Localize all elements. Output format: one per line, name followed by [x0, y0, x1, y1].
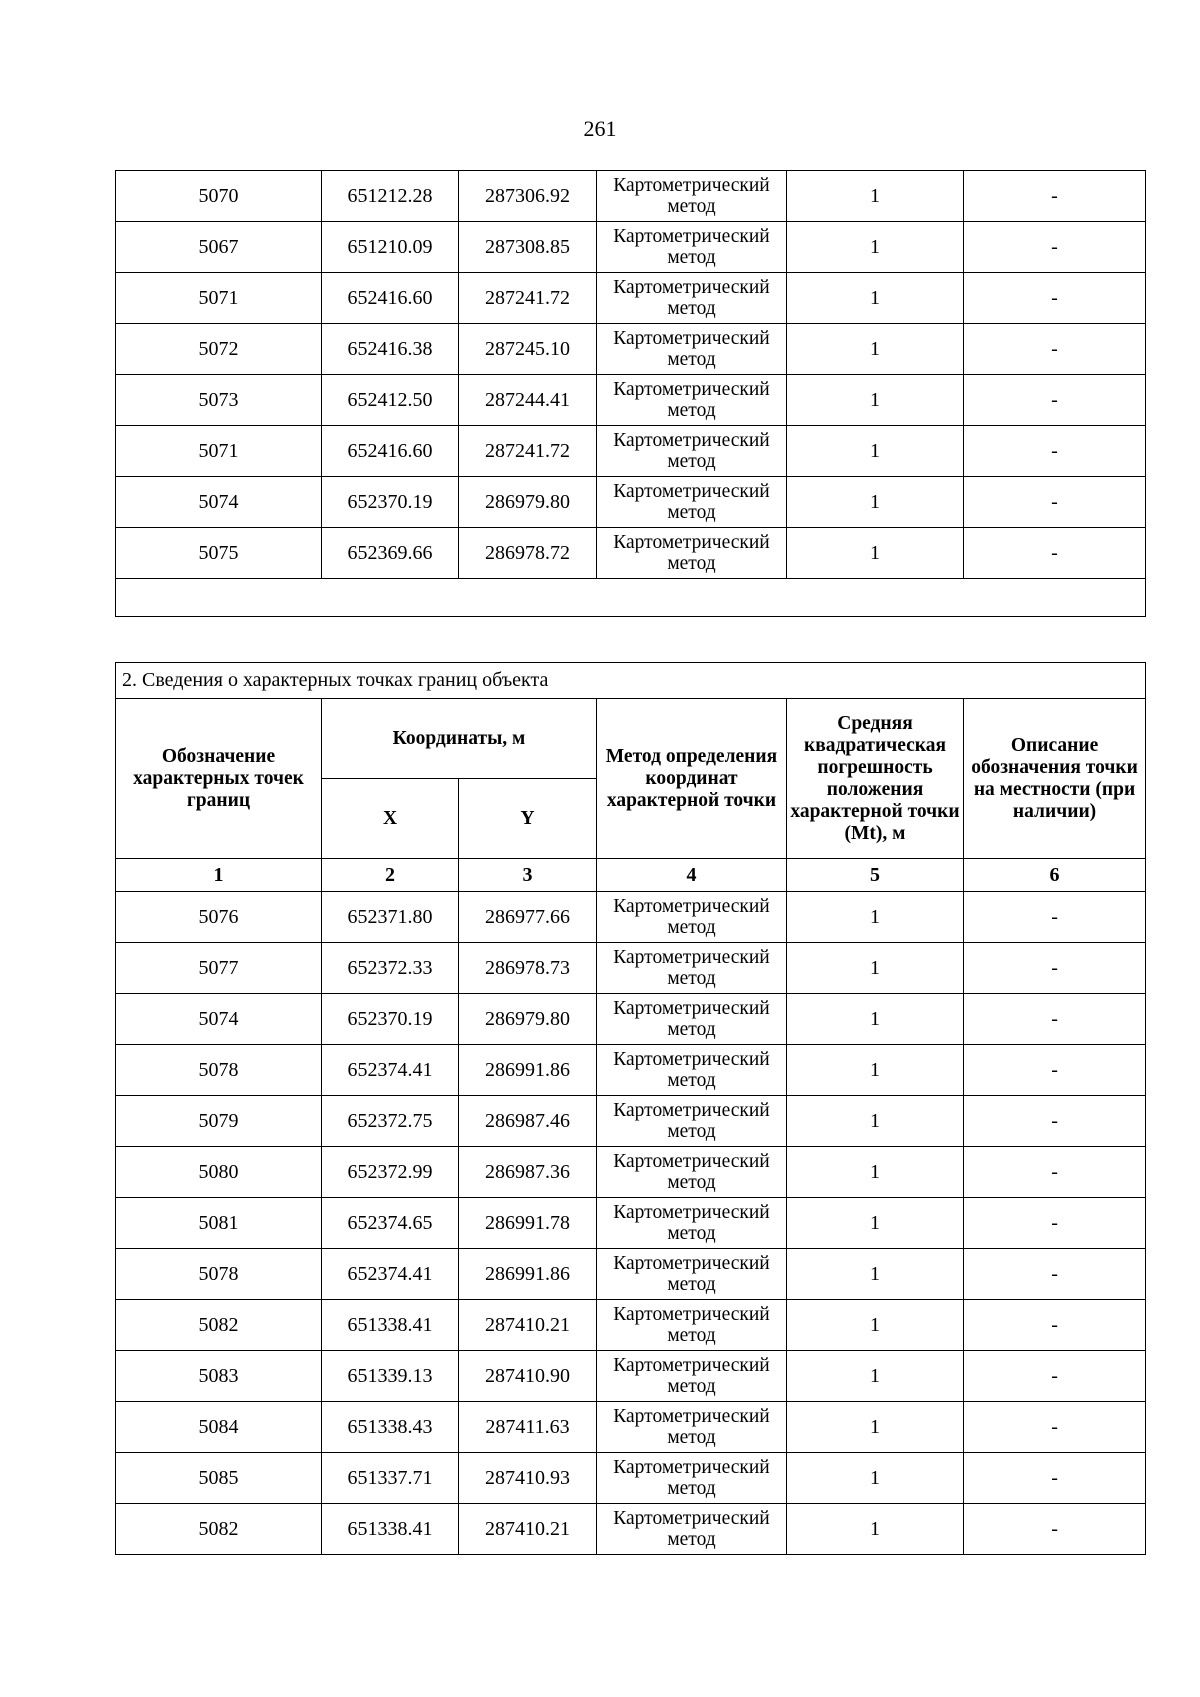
accuracy-cell: 1: [787, 1402, 964, 1453]
x-coordinate-cell: 652371.80: [322, 892, 459, 943]
method-cell: Картометрический метод: [597, 1147, 787, 1198]
table-row: [116, 273, 1146, 324]
method-cell: Картометрический метод: [597, 1045, 787, 1096]
header-y: Y: [459, 779, 597, 859]
y-coordinate-cell: 286977.66: [459, 892, 597, 943]
method-cell: Картометрический метод: [597, 1300, 787, 1351]
table-row: [116, 1504, 1146, 1555]
description-cell: -: [964, 1351, 1146, 1402]
accuracy-cell: 1: [787, 375, 964, 426]
x-coordinate-cell: 652370.19: [322, 477, 459, 528]
x-coordinate-cell: 652370.19: [322, 994, 459, 1045]
y-coordinate-cell: 287241.72: [459, 426, 597, 477]
x-coordinate-cell: 651338.41: [322, 1300, 459, 1351]
description-cell: -: [964, 375, 1146, 426]
accuracy-cell: 1: [787, 994, 964, 1045]
description-cell: -: [964, 1300, 1146, 1351]
y-coordinate-cell: 287410.90: [459, 1351, 597, 1402]
x-coordinate-cell: 652372.33: [322, 943, 459, 994]
accuracy-cell: 1: [787, 1096, 964, 1147]
method-cell: Картометрический метод: [597, 1249, 787, 1300]
x-coordinate-cell: 651212.28: [322, 171, 459, 222]
x-coordinate-cell: 651338.43: [322, 1402, 459, 1453]
method-cell: Картометрический метод: [597, 324, 787, 375]
table-title-row: [116, 663, 1146, 699]
table-row: [116, 1198, 1146, 1249]
point-cell: 5071: [116, 273, 322, 324]
point-cell: 5081: [116, 1198, 322, 1249]
x-coordinate-cell: 652372.99: [322, 1147, 459, 1198]
x-coordinate-cell: 652412.50: [322, 375, 459, 426]
point-cell: 5072: [116, 324, 322, 375]
table-row: [116, 1096, 1146, 1147]
point-cell: 5083: [116, 1351, 322, 1402]
x-coordinate-cell: 652369.66: [322, 528, 459, 579]
column-number: 4: [597, 859, 787, 892]
x-coordinate-cell: 652416.60: [322, 273, 459, 324]
description-cell: -: [964, 1249, 1146, 1300]
description-cell: -: [964, 171, 1146, 222]
accuracy-cell: 1: [787, 273, 964, 324]
accuracy-cell: 1: [787, 1351, 964, 1402]
description-cell: -: [964, 943, 1146, 994]
column-number: 3: [459, 859, 597, 892]
method-cell: Картометрический метод: [597, 892, 787, 943]
header-desc: Описание обозначения точки на местности (при наличии): [964, 699, 1146, 859]
table-row: [116, 1453, 1146, 1504]
accuracy-cell: 1: [787, 1198, 964, 1249]
x-coordinate-cell: 651337.71: [322, 1453, 459, 1504]
point-cell: 5074: [116, 994, 322, 1045]
table-row: [116, 171, 1146, 222]
point-cell: 5073: [116, 375, 322, 426]
y-coordinate-cell: 287306.92: [459, 171, 597, 222]
y-coordinate-cell: 286991.78: [459, 1198, 597, 1249]
table-row: [116, 1249, 1146, 1300]
coordinates-table-continued: [115, 170, 1146, 617]
table-row: [116, 994, 1146, 1045]
description-cell: -: [964, 426, 1146, 477]
point-cell: 5077: [116, 943, 322, 994]
point-cell: 5082: [116, 1300, 322, 1351]
coordinates-table-continued-body: [116, 171, 1146, 579]
header-point: Обозначение характерных точек границ: [116, 699, 322, 859]
accuracy-cell: 1: [787, 1453, 964, 1504]
method-cell: Картометрический метод: [597, 994, 787, 1045]
point-cell: 5084: [116, 1402, 322, 1453]
accuracy-cell: 1: [787, 943, 964, 994]
method-cell: Картометрический метод: [597, 375, 787, 426]
y-coordinate-cell: 286987.36: [459, 1147, 597, 1198]
point-cell: 5070: [116, 171, 322, 222]
header-mt: Средняя квадратическая погрешность положения характерной точки (Mt), м: [787, 699, 964, 859]
description-cell: -: [964, 1045, 1146, 1096]
accuracy-cell: 1: [787, 892, 964, 943]
table-row: [116, 1300, 1146, 1351]
description-cell: -: [964, 1453, 1146, 1504]
y-coordinate-cell: 286978.73: [459, 943, 597, 994]
table-title: 2. Сведения о характерных точках границ объекта: [116, 663, 1146, 699]
method-cell: Картометрический метод: [597, 1198, 787, 1249]
y-coordinate-cell: 286991.86: [459, 1249, 597, 1300]
table-row: [116, 222, 1146, 273]
y-coordinate-cell: 287410.21: [459, 1300, 597, 1351]
boundary-points-table-body: [116, 892, 1146, 1555]
method-cell: Картометрический метод: [597, 1096, 787, 1147]
header-x: X: [322, 779, 459, 859]
description-cell: -: [964, 892, 1146, 943]
x-coordinate-cell: 651339.13: [322, 1351, 459, 1402]
y-coordinate-cell: 286991.86: [459, 1045, 597, 1096]
accuracy-cell: 1: [787, 477, 964, 528]
boundary-points-table: [115, 662, 1146, 1555]
table-row: [116, 1045, 1146, 1096]
description-cell: -: [964, 1147, 1146, 1198]
method-cell: Картометрический метод: [597, 426, 787, 477]
description-cell: -: [964, 1096, 1146, 1147]
x-coordinate-cell: 651338.41: [322, 1504, 459, 1555]
column-number: 2: [322, 859, 459, 892]
description-cell: -: [964, 1198, 1146, 1249]
description-cell: -: [964, 273, 1146, 324]
table-row: [116, 943, 1146, 994]
point-cell: 5071: [116, 426, 322, 477]
accuracy-cell: 1: [787, 324, 964, 375]
method-cell: Картометрический метод: [597, 528, 787, 579]
y-coordinate-cell: 287410.93: [459, 1453, 597, 1504]
point-cell: 5076: [116, 892, 322, 943]
y-coordinate-cell: 287245.10: [459, 324, 597, 375]
point-cell: 5078: [116, 1249, 322, 1300]
method-cell: Картометрический метод: [597, 222, 787, 273]
x-coordinate-cell: 652372.75: [322, 1096, 459, 1147]
method-cell: Картометрический метод: [597, 273, 787, 324]
point-cell: 5085: [116, 1453, 322, 1504]
accuracy-cell: 1: [787, 1147, 964, 1198]
column-number-row: [116, 859, 1146, 892]
x-coordinate-cell: 652374.41: [322, 1045, 459, 1096]
accuracy-cell: 1: [787, 1504, 964, 1555]
column-number: 5: [787, 859, 964, 892]
description-cell: -: [964, 1504, 1146, 1555]
description-cell: -: [964, 324, 1146, 375]
header-method: Метод определения координат характерной точки: [597, 699, 787, 859]
accuracy-cell: 1: [787, 1300, 964, 1351]
accuracy-cell: 1: [787, 426, 964, 477]
x-coordinate-cell: 652416.60: [322, 426, 459, 477]
accuracy-cell: 1: [787, 1249, 964, 1300]
y-coordinate-cell: 287410.21: [459, 1504, 597, 1555]
accuracy-cell: 1: [787, 528, 964, 579]
y-coordinate-cell: 286979.80: [459, 477, 597, 528]
table-row: [116, 324, 1146, 375]
y-coordinate-cell: 287411.63: [459, 1402, 597, 1453]
header-coords: Координаты, м: [322, 699, 597, 779]
x-coordinate-cell: 652416.38: [322, 324, 459, 375]
description-cell: -: [964, 994, 1146, 1045]
description-cell: -: [964, 222, 1146, 273]
page-number: 261: [583, 116, 617, 141]
table-row: [116, 426, 1146, 477]
method-cell: Картометрический метод: [597, 1351, 787, 1402]
table-row: [116, 477, 1146, 528]
accuracy-cell: 1: [787, 1045, 964, 1096]
table-row: [116, 1351, 1146, 1402]
table-row: [116, 892, 1146, 943]
accuracy-cell: 1: [787, 222, 964, 273]
x-coordinate-cell: 652374.65: [322, 1198, 459, 1249]
point-cell: 5074: [116, 477, 322, 528]
point-cell: 5082: [116, 1504, 322, 1555]
point-cell: 5079: [116, 1096, 322, 1147]
description-cell: -: [964, 477, 1146, 528]
point-cell: 5067: [116, 222, 322, 273]
method-cell: Картометрический метод: [597, 1402, 787, 1453]
point-cell: 5075: [116, 528, 322, 579]
x-coordinate-cell: 651210.09: [322, 222, 459, 273]
empty-cell: [116, 579, 1146, 617]
y-coordinate-cell: 287308.85: [459, 222, 597, 273]
accuracy-cell: 1: [787, 171, 964, 222]
method-cell: Картометрический метод: [597, 477, 787, 528]
point-cell: 5078: [116, 1045, 322, 1096]
table-row: [116, 1402, 1146, 1453]
y-coordinate-cell: 287244.41: [459, 375, 597, 426]
point-cell: 5080: [116, 1147, 322, 1198]
empty-row: [116, 579, 1146, 617]
x-coordinate-cell: 652374.41: [322, 1249, 459, 1300]
method-cell: Картометрический метод: [597, 1504, 787, 1555]
y-coordinate-cell: 286979.80: [459, 994, 597, 1045]
y-coordinate-cell: 286987.46: [459, 1096, 597, 1147]
column-number: 6: [964, 859, 1146, 892]
table-row: [116, 528, 1146, 579]
description-cell: -: [964, 1402, 1146, 1453]
y-coordinate-cell: 286978.72: [459, 528, 597, 579]
header-row: [116, 699, 1146, 779]
y-coordinate-cell: 287241.72: [459, 273, 597, 324]
description-cell: -: [964, 528, 1146, 579]
method-cell: Картометрический метод: [597, 171, 787, 222]
method-cell: Картометрический метод: [597, 1453, 787, 1504]
table-row: [116, 1147, 1146, 1198]
table-row: [116, 375, 1146, 426]
method-cell: Картометрический метод: [597, 943, 787, 994]
column-number: 1: [116, 859, 322, 892]
